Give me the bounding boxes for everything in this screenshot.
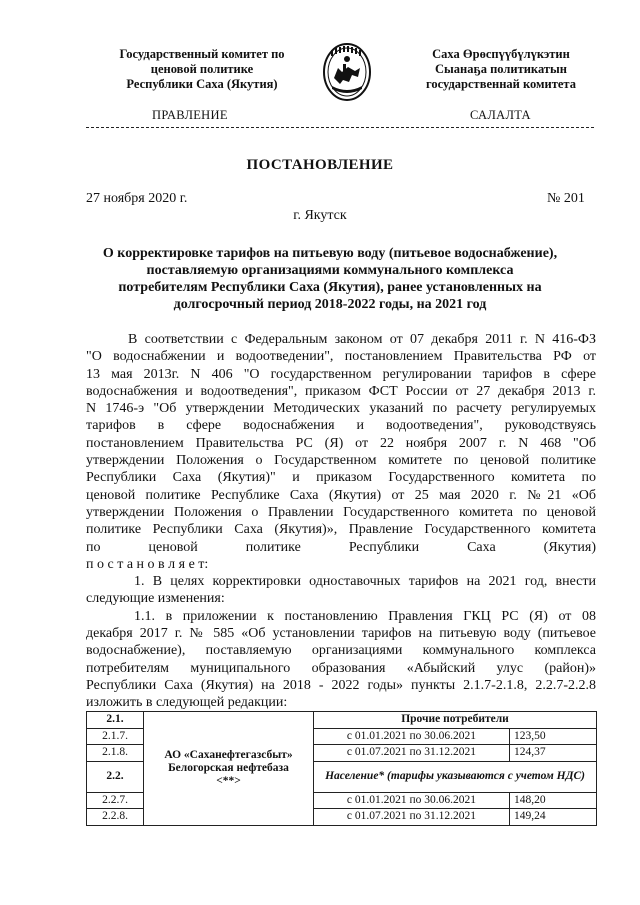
body-line: Республики Саха (Якутия)" и приказом Государственного комитета по (86, 470, 596, 486)
body-line: следующие изменения: (86, 591, 225, 607)
group-title: Население* (тарифы указываются с учетом НДС) (314, 761, 597, 792)
document-subject (70, 245, 590, 313)
header-left (84, 47, 320, 92)
row-code: 2.2.8. (87, 809, 144, 826)
body-line: Республики Саха (Якутия) на 2018 - 2022 годы» пункты 2.1.7-2.1.8, 2.2.7-2.2.8 (86, 677, 596, 693)
organization-cell (144, 712, 314, 826)
row-value: 123,50 (510, 728, 597, 745)
body-line: ценовой политике Республике Саха (Якутия) от 25 мая 2020 г. №21 «Об (86, 487, 596, 503)
body-line: "О водоснабжении и водоотведении", постановлением Правительства РФ от (86, 349, 596, 365)
body-line: утверждении Положения о Государственном комитете по ценовой политике (86, 453, 596, 469)
group-title: Прочие потребители (314, 712, 597, 729)
row-period: с 01.07.2021 по 31.12.2021 (314, 745, 510, 762)
tariff-table (86, 711, 597, 826)
document-city: г. Якутск (293, 208, 347, 223)
body-line: водоснабжения и водоотведения", приказом ФСТ России от 27 декабря 2013 г. (86, 383, 596, 399)
header-right-line: Саха Өрөспүүбүлүкэтин (432, 47, 570, 61)
body-line: политике Республики Саха (Якутия)», Правление Государственного комитета (86, 522, 596, 538)
row-value: 149,24 (510, 809, 597, 826)
body-line: В соответствии с Федеральным законом от 07 декабря 2011 г. N 416-ФЗ (128, 332, 596, 347)
row-value: 148,20 (510, 792, 597, 809)
body-line: по ценовой политике Республики Саха (Якутия) (86, 539, 596, 555)
body-line: 13 мая 2013г. N 406 "О государственном регулировании тарифов в сфере (86, 366, 596, 382)
header-subtitle-left: ПРАВЛЕНИЕ (152, 108, 228, 122)
organization-line: <**> (216, 774, 241, 787)
body-line: N 1746-э "Об утверждении Методических указаний по расчету регулируемых (86, 401, 596, 417)
row-period: с 01.01.2021 по 30.06.2021 (314, 792, 510, 809)
header-left-line: Республики Саха (Якутия) (126, 77, 278, 91)
header-left-line: Государственный комитет по (119, 47, 285, 61)
document-title: ПОСТАНОВЛЕНИЕ (246, 157, 394, 173)
body-line: изложить в следующей редакции: (86, 695, 288, 711)
table-row (87, 712, 597, 729)
body-line: утверждении Положения о Правлении Государственного комитета по ценовой (86, 504, 596, 520)
row-value: 124,37 (510, 745, 597, 762)
row-code: 2.1.7. (87, 728, 144, 745)
organization-line: АО «Саханефтегазсбыт» (164, 748, 293, 761)
body-line: декабря 2017 г. № 585 «Об установлении тарифов на питьевую воду (питьевое (86, 626, 596, 642)
document-body (86, 331, 596, 712)
body-line: п о с т а н о в л я е т: (86, 556, 209, 572)
body-line: 1.1. в приложении к постановлению Правления ГКЦ РС (Я) от 08 (134, 608, 596, 624)
header-left-line: ценовой политике (150, 62, 254, 76)
document-number: № 201 (547, 191, 585, 206)
header-right-line: Сыанаҕа политикатын (435, 62, 567, 76)
header-divider (86, 127, 594, 128)
subject-line: О корректировке тарифов на питьевую воду (питьевое водоснабжение), (102, 246, 558, 261)
header-right (390, 47, 612, 92)
row-period: с 01.07.2021 по 31.12.2021 (314, 809, 510, 826)
body-line: водоснабжение), поставляемую организациями коммунального комплекса (86, 643, 596, 659)
header-subtitle-right: САЛАЛТА (470, 108, 531, 122)
body-line: постановлением Правительства РС (Я) от 22 ноября 2007 г. N 468 "Об (86, 435, 596, 451)
header-right-line: государственнай комитета (426, 77, 576, 91)
body-line: 1. В целях корректировки одноставочных тарифов на 2021 год, внести (134, 574, 596, 590)
document-date: 27 ноября 2020 г. (86, 191, 188, 206)
subject-line: потребителям Республики Саха (Якутия), ранее установленных на (118, 280, 542, 295)
row-code: 2.2.7. (87, 792, 144, 809)
row-code: 2.1.8. (87, 745, 144, 762)
body-line: потребителям муниципального образования «Абыйский улус (район)» (86, 660, 596, 676)
coat-of-arms-icon (322, 42, 372, 102)
organization-line: Белогорская нефтебаза (168, 761, 289, 774)
body-line: тарифов в сфере водоснабжения и водоотведения", руководствуясь (86, 418, 596, 434)
row-code: 2.2. (87, 761, 144, 792)
subject-line: поставляемую организациями коммунального комплекса (146, 263, 514, 278)
subject-line: долгосрочный период 2018-2022 годы, на 2021 год (173, 297, 487, 312)
row-period: с 01.01.2021 по 30.06.2021 (314, 728, 510, 745)
row-code: 2.1. (87, 712, 144, 729)
